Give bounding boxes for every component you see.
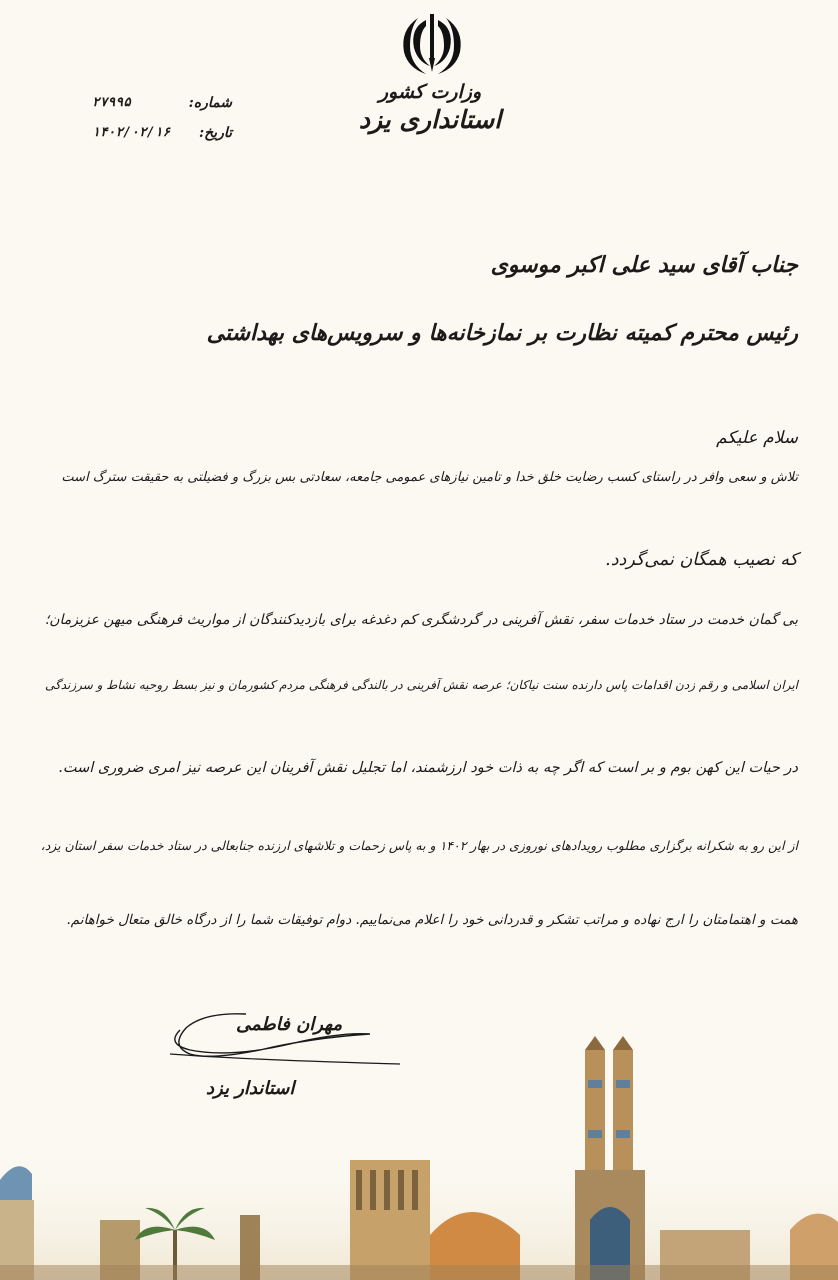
iran-emblem-icon: [396, 10, 468, 78]
body-line: ایران اسلامی و رقم زدن اقدامات پاس دارنده سنت نیاکان؛ عرصه نقش آفرینی در بالندگی فرهنگی مردم کشورمان و نیز بسط روحیه نشاط و سرزندگی: [45, 678, 798, 692]
office-name: استانداری یزد: [358, 105, 502, 134]
addressee-name: جناب آقای سید علی اکبر موسوی: [490, 252, 798, 278]
signer-title: استاندار یزد: [206, 1078, 295, 1099]
ministry-header: [330, 80, 530, 136]
body-line: همت و اهتمامتان را ارج نهاده و مراتب تشکر و قدردانی خود را اعلام می‌نماییم. دوام توفیقات شما را از درگاه خالق متعال خواهانم.: [66, 912, 798, 928]
number-label: شماره:: [188, 95, 232, 111]
body-line: از این رو به شکرانه برگزاری مطلوب رویدادهای نوروزی در بهار ۱۴۰۲ و به پاس زحمات و تلاشهای ارزنده جنابعالی در ستاد خدمات سفر استان یزد،: [40, 838, 798, 853]
greeting: سلام علیکم: [716, 428, 798, 448]
date-value: ۱۴۰۲/۰۲/۱۶: [92, 125, 171, 140]
yazd-skyline-illustration: [0, 1020, 838, 1280]
letter-meta: [92, 88, 232, 148]
body-line: بی گمان خدمت در ستاد خدمات سفر، نقش آفرینی در گردشگری کم دغدغه برای بازدیدکنندگان از مواریث فرهنگی میهن عزیزمان؛: [44, 612, 798, 628]
body-line: در حیات این کهن بوم و بر است که اگر چه به ذات خود ارزشمند، اما تجلیل نقش آفرینان این عرصه نیز امری ضروری است.: [58, 760, 798, 776]
number-value: ۲۷۹۹۵: [92, 95, 132, 110]
body-line: تلاش و سعی وافر در راستای کسب رضایت خلق خدا و تامین نیازهای عمومی جامعه، سعادتی بس بزرگ و فضیلتی به حقیقت سترگ است: [61, 470, 798, 485]
body-line: که نصیب همگان نمی‌گردد.: [605, 550, 798, 570]
number-row: [92, 88, 232, 118]
addressee-title: رئیس محترم کمیته نظارت بر نمازخانه‌ها و سرویس‌های بهداشتی: [206, 320, 798, 346]
date-row: [92, 118, 232, 148]
date-label: تاریخ:: [198, 125, 232, 141]
signer-name: مهران فاطمی: [236, 1014, 343, 1035]
ministry-name: وزارت کشور: [378, 81, 482, 103]
